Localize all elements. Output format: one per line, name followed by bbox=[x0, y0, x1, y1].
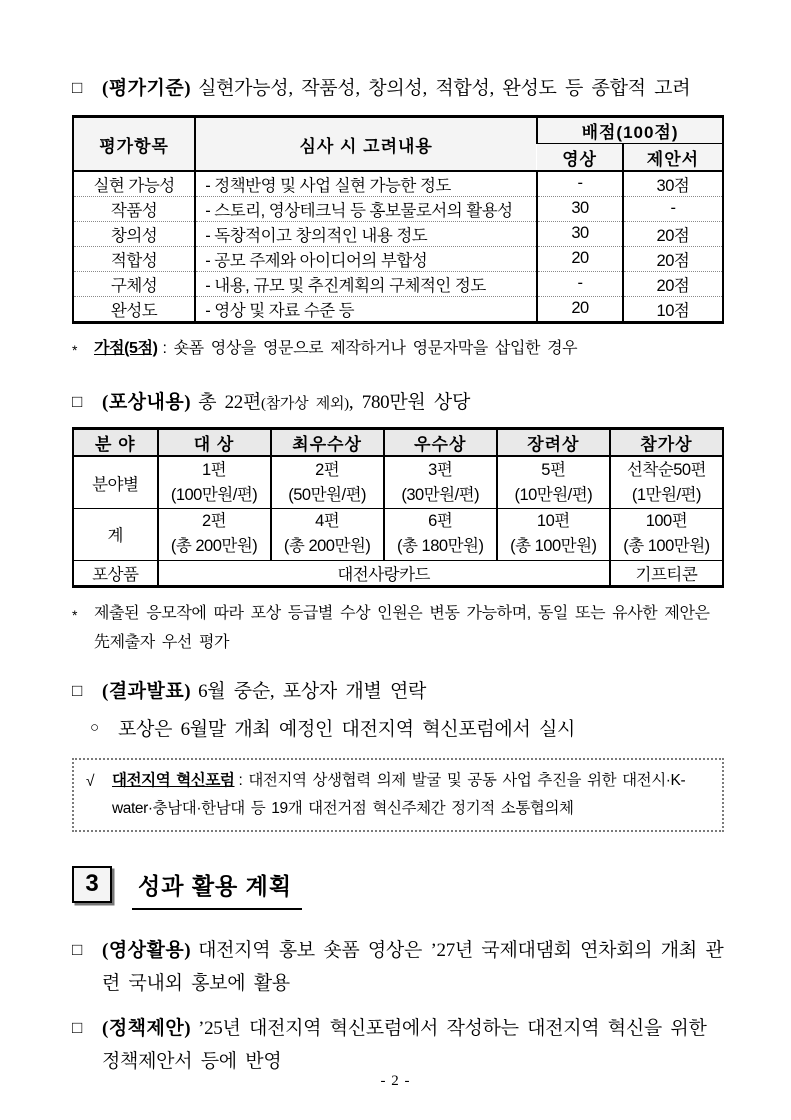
award-header-participation: 참가상 bbox=[610, 428, 723, 456]
award-cell-line1: 선착순50편 bbox=[626, 460, 706, 479]
criteria-video-score: 30 bbox=[537, 221, 623, 246]
award-table-head bbox=[73, 428, 723, 456]
award-header-field: 분 야 bbox=[73, 428, 158, 456]
award-cell-line2: (30만원/편) bbox=[401, 485, 480, 504]
award-row-label: 분야별 bbox=[92, 475, 139, 494]
award-cell bbox=[158, 456, 271, 508]
table-row bbox=[73, 296, 723, 322]
award-cell-line2: (1만원/편) bbox=[631, 485, 701, 504]
criteria-desc: - 독창적이고 창의적인 내용 정도 bbox=[195, 221, 537, 246]
para-evaluation-body: 실현가능성, 작품성, 창의성, 적합성, 완성도 등 종합적 고려 bbox=[198, 78, 691, 99]
forum-box-body: : 대전지역 상생협력 의제 발굴 및 공동 사업 추진을 위한 대전시·K-water·충남대·한남대 등 19개 대전거점 혁신주체간 정기적 소통협의체 bbox=[112, 771, 686, 817]
award-cell-line2: (총 200만원) bbox=[283, 537, 371, 556]
para-video-text bbox=[102, 934, 724, 1001]
page-number: - 2 - bbox=[380, 1073, 411, 1089]
criteria-item: 구체성 bbox=[73, 271, 195, 296]
bonus-note-label: 가점(5점) bbox=[94, 339, 158, 357]
award-row-label: 계 bbox=[73, 508, 158, 560]
criteria-proposal-score: 20점 bbox=[623, 221, 723, 246]
award-cell-line2: (총 100만원) bbox=[623, 537, 710, 556]
para-evaluation-label: (평가기준) bbox=[102, 78, 192, 99]
criteria-desc: - 내용, 규모 및 추진계획의 구체적인 정도 bbox=[195, 271, 537, 296]
award-cell-line1: 2편 bbox=[315, 460, 340, 479]
criteria-header-consider: 심사 시 고려내용 bbox=[195, 117, 537, 171]
checkbox-bullet-icon: □ bbox=[72, 681, 82, 701]
award-cell-line1: 100편 bbox=[645, 512, 688, 531]
award-cell bbox=[271, 508, 384, 560]
criteria-header-video: 영상 bbox=[537, 144, 623, 171]
para-award-text bbox=[102, 386, 724, 419]
para-result-text bbox=[102, 675, 724, 708]
section-number-box: 3 bbox=[72, 866, 112, 903]
award-note bbox=[72, 600, 724, 658]
table-row bbox=[73, 560, 723, 586]
para-result-sub-text: 포상은 6월말 개최 예정인 대전지역 혁신포럼에서 실시 bbox=[118, 718, 576, 740]
criteria-table-head bbox=[73, 117, 723, 171]
forum-box-label: 대전지역 혁신포럼 bbox=[112, 771, 235, 789]
award-cell bbox=[271, 456, 384, 508]
circle-bullet-icon: ○ bbox=[90, 719, 99, 736]
para-video-body: 대전지역 홍보 숏폼 영상은 ’27년 국제대댐회 연차회의 개최 관련 국내외 홍보에 활용 bbox=[102, 939, 724, 994]
award-cell bbox=[610, 456, 723, 508]
award-cell bbox=[158, 508, 271, 560]
award-cell bbox=[384, 456, 497, 508]
criteria-proposal-score: 20점 bbox=[623, 271, 723, 296]
checkbox-bullet-icon: □ bbox=[72, 1018, 82, 1038]
asterisk-marker: * bbox=[72, 341, 78, 358]
criteria-desc: - 영상 및 자료 수준 등 bbox=[195, 296, 537, 322]
criteria-desc: - 스토리, 영상테크닉 등 홍보물로서의 활용성 bbox=[195, 196, 537, 221]
page-content bbox=[72, 72, 724, 1079]
criteria-video-score: - bbox=[537, 171, 623, 197]
forum-box-text bbox=[112, 767, 712, 823]
award-cell-line2: (총 180만원) bbox=[397, 537, 484, 556]
award-cell-line1: 6편 bbox=[428, 512, 453, 531]
award-cell bbox=[497, 508, 610, 560]
asterisk-marker: * bbox=[72, 606, 78, 623]
table-row bbox=[73, 246, 723, 271]
criteria-table bbox=[72, 115, 724, 324]
award-cell-line1: 1편 bbox=[201, 460, 227, 479]
table-row bbox=[73, 171, 723, 197]
para-result-label: (결과발표) bbox=[102, 681, 192, 703]
para-result-announce bbox=[72, 675, 724, 708]
award-header-merit: 장려상 bbox=[497, 428, 610, 456]
para-result-sub bbox=[72, 713, 724, 746]
award-cell-line1: 4편 bbox=[315, 512, 340, 531]
award-cell-line2: (100만원/편) bbox=[170, 485, 258, 504]
para-award-body2: , 780만원 상당 bbox=[348, 391, 471, 413]
bonus-note bbox=[72, 335, 724, 364]
award-cell-line1: 3편 bbox=[428, 460, 453, 479]
criteria-desc: - 정책반영 및 사업 실현 가능한 정도 bbox=[195, 171, 537, 197]
para-video-use bbox=[72, 934, 724, 1001]
criteria-item: 작품성 bbox=[73, 196, 195, 221]
award-table bbox=[72, 427, 724, 588]
para-video-label: (영상활용) bbox=[102, 939, 192, 961]
criteria-header-proposal: 제안서 bbox=[623, 144, 723, 171]
para-award-small: (참가상 제외) bbox=[261, 395, 349, 412]
para-policy-label: (정책제안) bbox=[102, 1018, 192, 1040]
award-cell bbox=[384, 508, 497, 560]
forum-info-box bbox=[72, 758, 724, 832]
criteria-video-score: 20 bbox=[537, 246, 623, 271]
table-row bbox=[73, 221, 723, 246]
criteria-item: 창의성 bbox=[73, 221, 195, 246]
para-policy-proposal bbox=[72, 1012, 724, 1079]
criteria-header-score: 배점(100점) bbox=[537, 117, 723, 144]
award-prize-gift: 기프티콘 bbox=[610, 560, 723, 586]
criteria-header-item: 평가항목 bbox=[73, 117, 195, 171]
criteria-video-score: 20 bbox=[537, 296, 623, 322]
section-title: 성과 활용 계획 bbox=[132, 866, 302, 910]
award-row-label: 포상품 bbox=[73, 560, 158, 586]
award-note-text: 제출된 응모작에 따라 포상 등급별 수상 인원은 변동 가능하며, 동일 또는 유사한 제안은 先제출자 우선 평가 bbox=[94, 604, 710, 651]
para-evaluation-criteria bbox=[72, 72, 724, 105]
table-row bbox=[73, 456, 723, 508]
award-cell-line2: (10만원/편) bbox=[514, 485, 593, 504]
para-policy-text bbox=[102, 1012, 724, 1079]
criteria-item: 실현 가능성 bbox=[93, 176, 175, 195]
award-header-excellent: 우수상 bbox=[384, 428, 497, 456]
criteria-video-score: 30 bbox=[537, 196, 623, 221]
checkbox-bullet-icon: □ bbox=[72, 391, 82, 411]
award-cell-line2: (총 100만원) bbox=[510, 537, 597, 556]
check-icon: √ bbox=[86, 772, 95, 790]
table-row bbox=[73, 196, 723, 221]
award-cell-line1: 5편 bbox=[541, 460, 566, 479]
criteria-desc: - 공모 주제와 아이디어의 부합성 bbox=[195, 246, 537, 271]
criteria-proposal-score: 20점 bbox=[623, 246, 723, 271]
criteria-item: 완성도 bbox=[73, 296, 195, 322]
award-cell-line2: (총 200만원) bbox=[170, 537, 258, 556]
award-cell bbox=[497, 456, 610, 508]
criteria-item: 적합성 bbox=[73, 246, 195, 271]
award-cell-line2: (50만원/편) bbox=[288, 485, 367, 504]
criteria-proposal-score: 30점 bbox=[623, 171, 723, 197]
checkbox-bullet-icon: □ bbox=[72, 939, 82, 959]
criteria-proposal-score: - bbox=[623, 196, 723, 221]
para-policy-body: ’25년 대전지역 혁신포럼에서 작성하는 대전지역 혁신을 위한 정책제안서 등에 반영 bbox=[102, 1018, 707, 1073]
table-row bbox=[73, 508, 723, 560]
table-row bbox=[73, 271, 723, 296]
para-result-body: 6월 중순, 포상자 개별 연락 bbox=[198, 681, 427, 703]
award-header-grand: 대 상 bbox=[158, 428, 271, 456]
award-header-top: 최우수상 bbox=[271, 428, 384, 456]
section-3-heading bbox=[72, 866, 724, 910]
checkbox-bullet-icon: □ bbox=[72, 78, 82, 97]
para-award-label: (포상내용) bbox=[102, 391, 192, 413]
para-evaluation-text bbox=[102, 72, 724, 105]
award-cell-line1: 10편 bbox=[536, 512, 570, 531]
award-cell-line1: 2편 bbox=[201, 512, 227, 531]
para-award-body1: 총 22편 bbox=[198, 391, 262, 413]
award-prize-card: 대전사랑카드 bbox=[158, 560, 610, 586]
criteria-video-score: - bbox=[537, 271, 623, 296]
para-award-content bbox=[72, 386, 724, 419]
bonus-note-body: : 숏폼 영상을 영문으로 제작하거나 영문자막을 삽입한 경우 bbox=[162, 339, 578, 357]
criteria-proposal-score: 10점 bbox=[623, 296, 723, 322]
award-cell bbox=[610, 508, 723, 560]
bonus-note-text bbox=[94, 335, 577, 364]
